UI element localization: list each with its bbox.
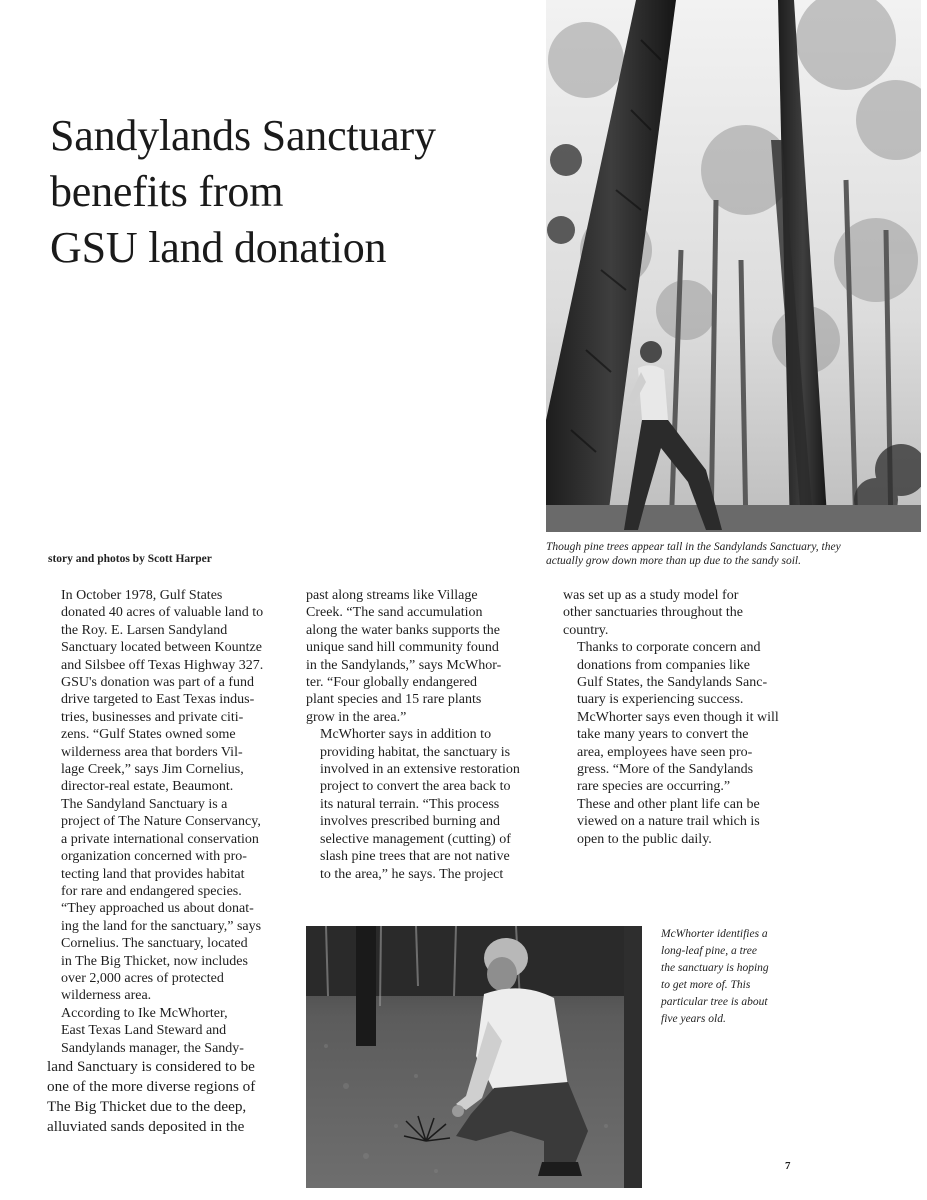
text-line: rare species are occurring.” (577, 779, 731, 795)
text-line: donated 40 acres of valuable land to (61, 605, 264, 621)
text-line: involved in an extensive restoration (320, 762, 520, 778)
text-line: The Big Thicket due to the deep, (47, 1097, 247, 1115)
headline-line: GSU land donation (50, 223, 387, 272)
paragraph (47, 1005, 287, 1057)
paragraph-continued (306, 587, 536, 726)
paragraph (47, 587, 287, 796)
text-line: East Texas Land Steward and (61, 1023, 227, 1039)
text-line: take many years to convert the (577, 727, 749, 743)
text-line: tecting land that provides habitat (61, 866, 245, 882)
article-column-3 (563, 587, 803, 848)
text-line: country. (563, 622, 609, 638)
text-line: viewed on a nature trail which is (577, 814, 760, 830)
text-line: Thanks to corporate concern and (577, 640, 761, 656)
pine-forest-photo (546, 0, 921, 532)
text-line: past along streams like Village (306, 588, 478, 603)
crouching-man-photo (306, 926, 642, 1188)
text-line: These and other plant life can be (577, 796, 760, 812)
bottom-photo-caption (661, 926, 801, 1028)
text-line: The Sandyland Sanctuary is a (61, 796, 228, 812)
text-line: ter. “Four globally endangered (306, 675, 478, 691)
caption-line: Though pine trees appear tall in the Sandylands Sanctuary, they (546, 541, 841, 553)
text-line: organization concerned with pro- (61, 849, 247, 865)
caption-line: to get more of. This (661, 979, 751, 991)
text-line: its natural terrain. “This process (320, 796, 500, 812)
text-line: project to convert the area back to (320, 779, 511, 795)
paragraph (47, 796, 287, 1005)
text-line: alluviated sands deposited in the (47, 1117, 245, 1135)
text-line: McWhorter says even though it will (577, 709, 779, 725)
text-line: Sandylands manager, the Sandy- (61, 1040, 244, 1056)
caption-line: particular tree is about (661, 996, 768, 1008)
text-line: plant species and 15 rare plants (306, 692, 482, 708)
paragraph (306, 726, 536, 883)
text-line: one of the more diverse regions of (47, 1077, 256, 1095)
text-line: in the Sandylands,” says McWhor- (306, 657, 502, 673)
text-line: involves prescribed burning and (320, 814, 501, 830)
text-line: over 2,000 acres of protected (61, 970, 224, 986)
text-line: zens. “Gulf States owned some (61, 727, 236, 743)
paragraph-continued (563, 587, 803, 639)
text-line: a private international conservation (61, 831, 259, 847)
text-line: along the water banks supports the (306, 622, 501, 638)
paragraph-continued (47, 1057, 287, 1137)
text-line: other sanctuaries throughout the (563, 605, 744, 621)
text-line: tuary is experiencing success. (577, 692, 744, 708)
pine-forest-photo-image (546, 0, 921, 532)
text-line: selective management (cutting) of (320, 831, 511, 847)
text-line: wilderness area that borders Vil- (61, 744, 243, 760)
caption-line: actually grow down more than up due to the sandy soil. (546, 555, 802, 567)
text-line: ing the land for the sanctuary,” says (61, 918, 262, 934)
text-line: the Roy. E. Larsen Sandyland (61, 622, 228, 638)
article-column-2 (306, 587, 536, 883)
text-line: According to Ike McWhorter, (61, 1005, 228, 1021)
text-line: lage Creek,” says Jim Cornelius, (61, 762, 244, 778)
text-line: slash pine trees that are not native (320, 849, 510, 865)
caption-line: the sanctuary is hoping (661, 962, 769, 974)
text-line: wilderness area. (61, 988, 152, 1004)
text-line: tries, businesses and private citi- (61, 709, 244, 725)
text-line: area, employees have seen pro- (577, 744, 753, 760)
text-line: Sanctuary located between Kountze (61, 640, 262, 656)
text-line: donations from companies like (577, 657, 751, 673)
text-line: Cornelius. The sanctuary, located (61, 936, 248, 952)
text-line: for rare and endangered species. (61, 883, 242, 899)
headline (50, 108, 530, 276)
text-line: In October 1978, Gulf States (61, 588, 223, 603)
paragraph (563, 639, 803, 796)
text-line: Gulf States, the Sandylands Sanc- (577, 675, 768, 691)
text-line: unique sand hill community found (306, 640, 499, 656)
paragraph (563, 796, 803, 848)
text-line: providing habitat, the sanctuary is (320, 744, 511, 760)
headline-line: benefits from (50, 167, 284, 216)
caption-line: five years old. (661, 1013, 726, 1025)
top-photo-caption (546, 540, 921, 568)
text-line: open to the public daily. (577, 831, 712, 847)
article-column-1 (47, 587, 287, 1137)
text-line: Creek. “The sand accumulation (306, 605, 483, 621)
caption-line: long-leaf pine, a tree (661, 945, 758, 957)
page-number: 7 (785, 1160, 791, 1172)
text-line: was set up as a study model for (563, 588, 739, 603)
text-line: to the area,” he says. The project (320, 866, 504, 882)
caption-line: McWhorter identifies a (661, 928, 768, 940)
text-line: in The Big Thicket, now includes (61, 953, 248, 969)
text-line: GSU's donation was part of a fund (61, 675, 255, 691)
text-line: land Sanctuary is considered to be (47, 1057, 255, 1075)
text-line: and Silsbee off Texas Highway 327. (61, 657, 264, 673)
byline: story and photos by Scott Harper (48, 553, 212, 565)
text-line: drive targeted to East Texas indus- (61, 692, 255, 708)
text-line: project of The Nature Conservancy, (61, 814, 261, 830)
crouching-man-photo-image (306, 926, 642, 1188)
text-line: grow in the area.” (306, 709, 407, 725)
text-line: gress. “More of the Sandylands (577, 762, 754, 778)
text-line: director-real estate, Beaumont. (61, 779, 234, 795)
text-line: “They approached us about donat- (61, 901, 254, 917)
headline-line: Sandylands Sanctuary (50, 111, 436, 160)
text-line: McWhorter says in addition to (320, 727, 492, 743)
